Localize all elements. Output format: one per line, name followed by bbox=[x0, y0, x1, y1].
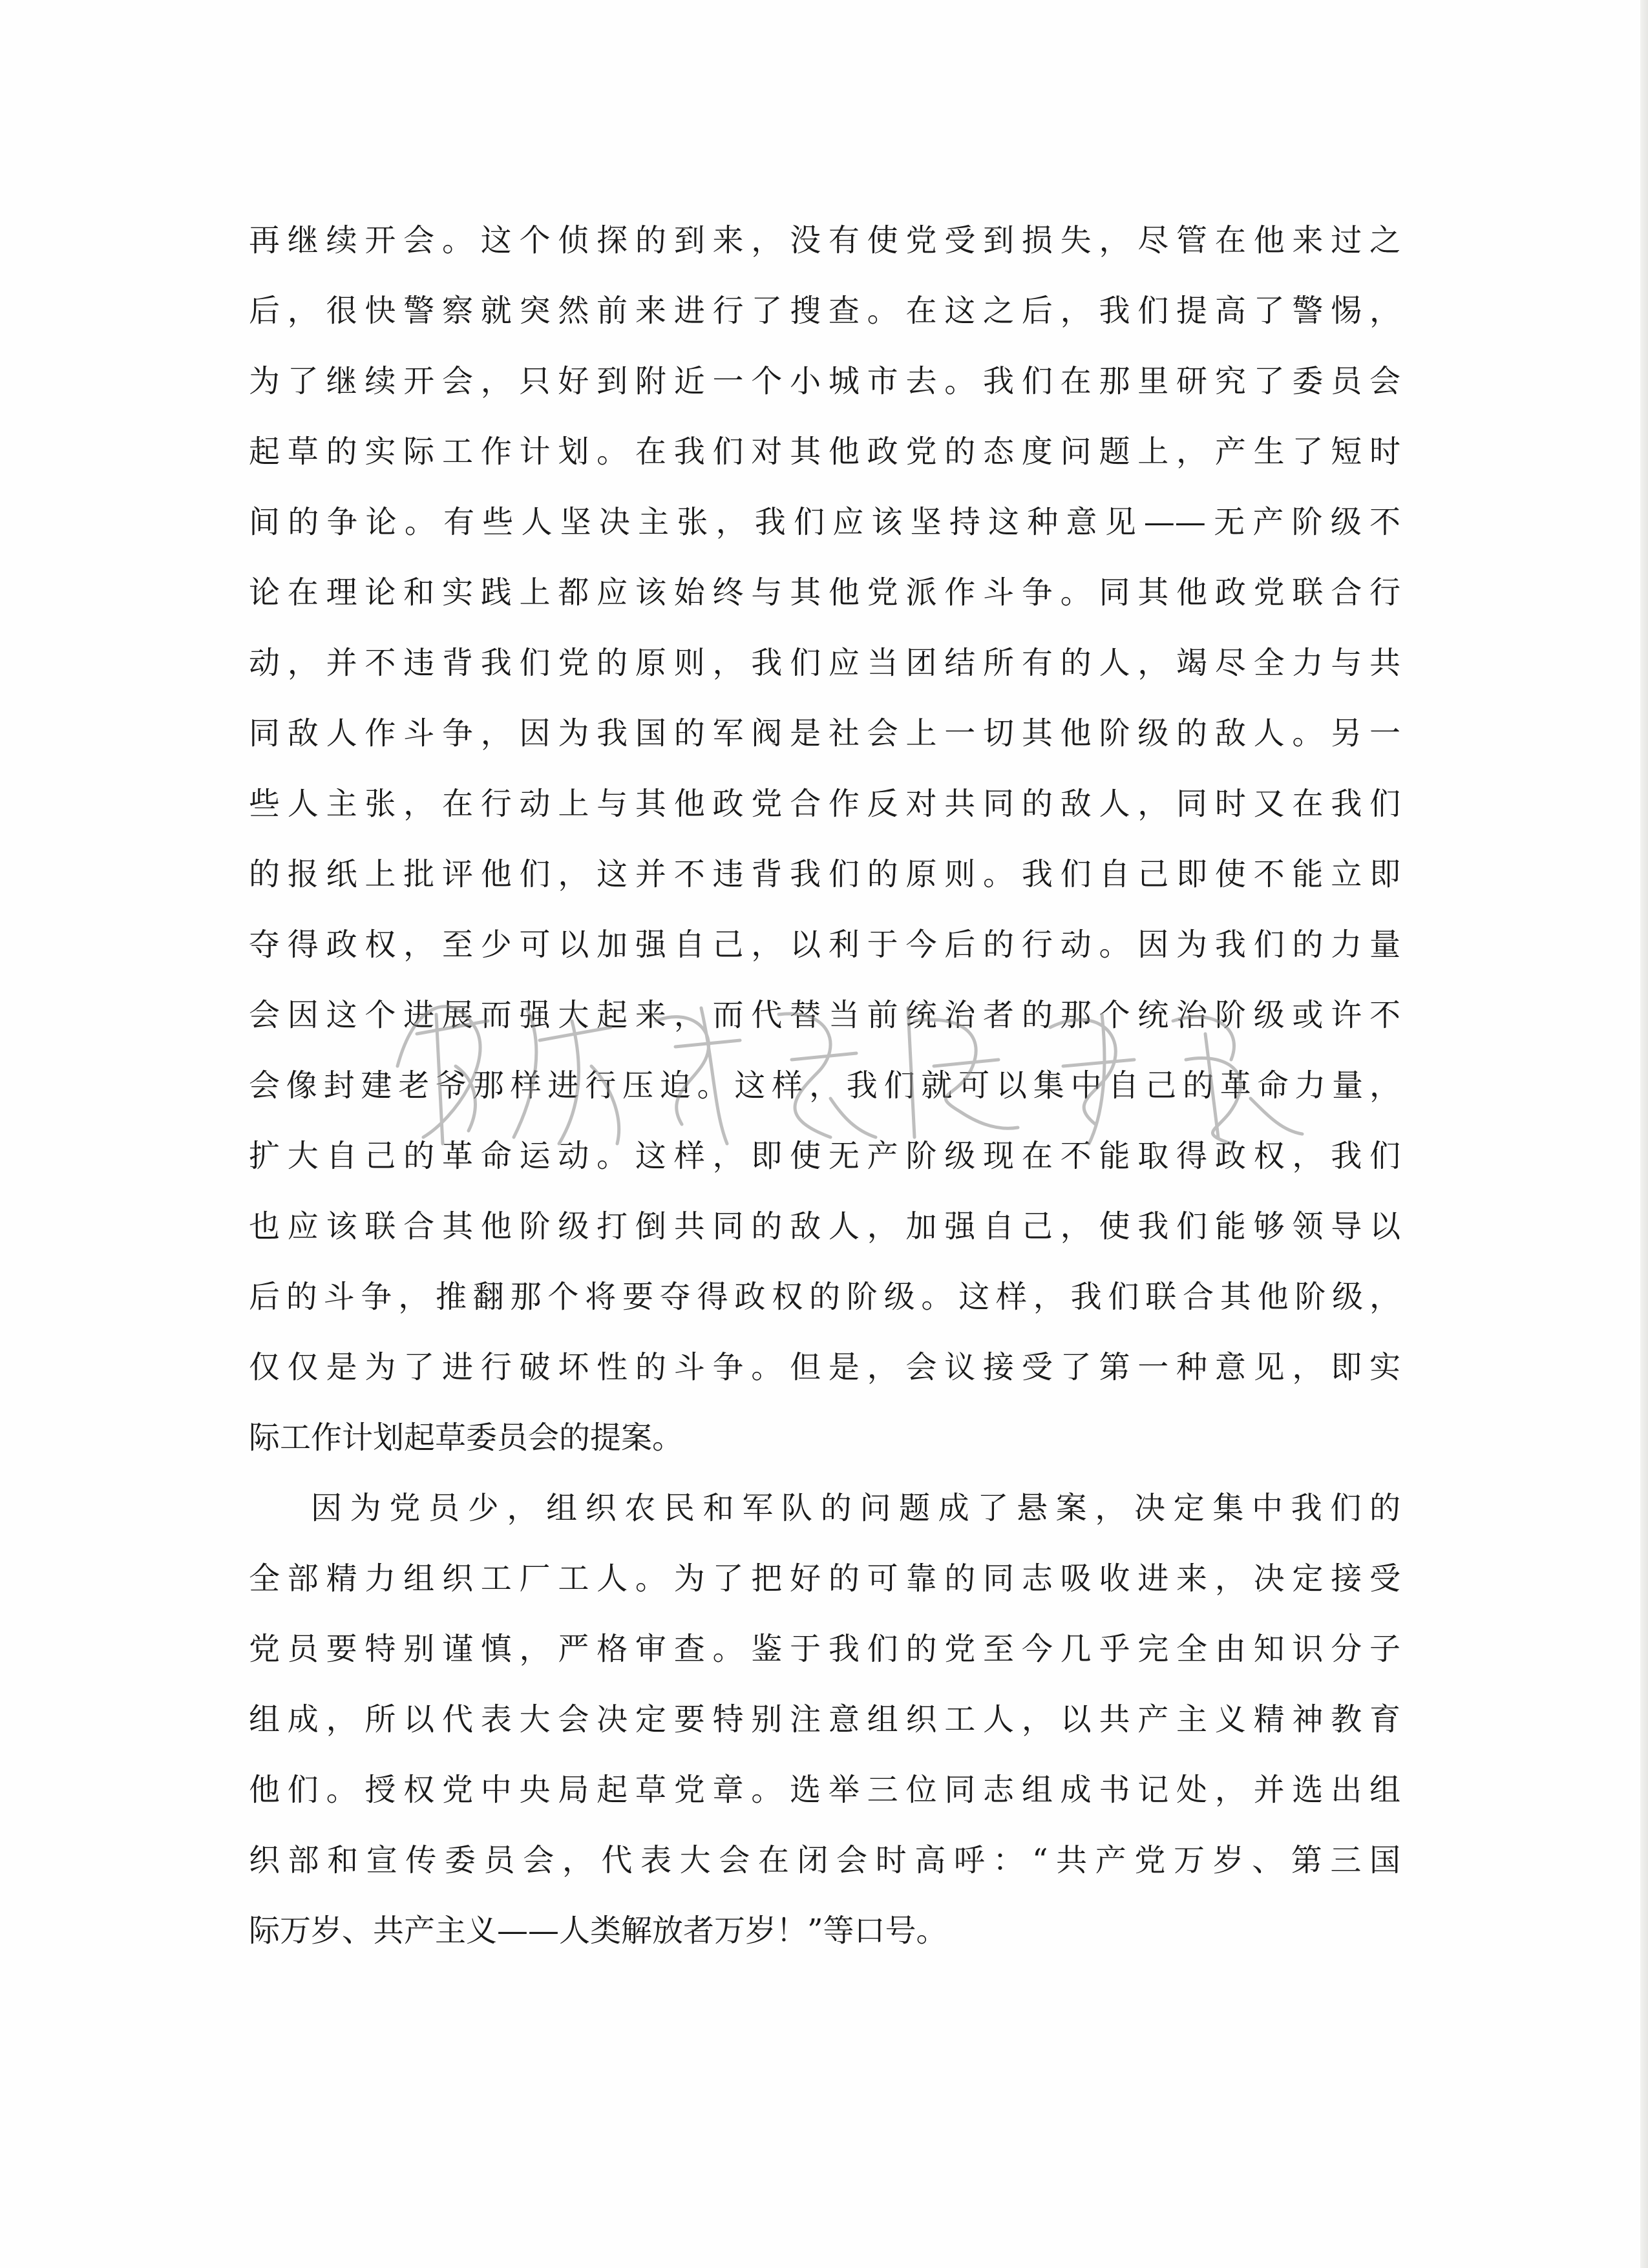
text-line: 起草的实际工作计划。在我们对其他政党的态度问题上，产生了短时 bbox=[249, 434, 1400, 470]
text-line: 扩大自己的革命运动。这样，即使无产阶级现在不能取得政权，我们 bbox=[249, 1138, 1400, 1174]
text-line: 同敌人作斗争，因为我国的军阀是社会上一切其他阶级的敌人。另一 bbox=[249, 715, 1400, 751]
text-line: 后的斗争，推翻那个将要夺得政权的阶级。这样，我们联合其他阶级， bbox=[249, 1279, 1400, 1315]
text-line: 党员要特别谨慎，严格审查。鉴于我们的党至今几乎完全由知识分子 bbox=[249, 1631, 1400, 1667]
text-line: 际工作计划起草委员会的提案。 bbox=[249, 1420, 684, 1456]
text-line: 动，并不违背我们党的原则，我们应当团结所有的人，竭尽全力与共 bbox=[249, 645, 1400, 681]
text-line: 论在理论和实践上都应该始终与其他党派作斗争。同其他政党联合行 bbox=[249, 574, 1400, 611]
text-line: 际万岁、共产主义——人类解放者万岁！”等口号。 bbox=[249, 1913, 947, 1949]
text-line: 仅仅是为了进行破坏性的斗争。但是，会议接受了第一种意见，即实 bbox=[249, 1349, 1400, 1385]
text-line: 也应该联合其他阶级打倒共同的敌人，加强自己，使我们能够领导以 bbox=[249, 1208, 1400, 1244]
text-line: 会因这个进展而强大起来，而代替当前统治者的那个统治阶级或许不 bbox=[249, 997, 1400, 1033]
text-line: 全部精力组织工厂工人。为了把好的可靠的同志吸收进来，决定接受 bbox=[249, 1560, 1400, 1597]
text-line: 他们。授权党中央局起草党章。选举三位同志组成书记处，并选出组 bbox=[249, 1772, 1400, 1808]
text-line: 为了继续开会，只好到附近一个小城市去。我们在那里研究了委员会 bbox=[249, 363, 1400, 399]
page-edge bbox=[1640, 0, 1648, 2268]
text-line: 织部和宣传委员会，代表大会在闭会时高呼：“共产党万岁、第三国 bbox=[249, 1842, 1400, 1878]
text-line: 夺得政权，至少可以加强自己，以利于今后的行动。因为我们的力量 bbox=[249, 927, 1400, 963]
text-line: 间的争论。有些人坚决主张，我们应该坚持这种意见——无产阶级不 bbox=[249, 504, 1400, 540]
text-line: 的报纸上批评他们，这并不违背我们的原则。我们自己即使不能立即 bbox=[249, 856, 1400, 892]
text-line: 组成，所以代表大会决定要特别注意组织工人，以共产主义精神教育 bbox=[249, 1701, 1400, 1738]
body-text bbox=[249, 205, 1400, 1966]
text-line: 因为党员少，组织农民和军队的问题成了悬案，决定集中我们的 bbox=[311, 1490, 1400, 1526]
text-line: 会像封建老爷那样进行压迫。这样，我们就可以集中自己的革命力量， bbox=[249, 1067, 1400, 1104]
text-line: 再继续开会。这个侦探的到来，没有使党受到损失，尽管在他来过之 bbox=[249, 222, 1400, 258]
text-line: 后，很快警察就突然前来进行了搜查。在这之后，我们提高了警惕， bbox=[249, 293, 1400, 329]
text-line: 些人主张，在行动上与其他政党合作反对共同的敌人，同时又在我们 bbox=[249, 786, 1400, 822]
